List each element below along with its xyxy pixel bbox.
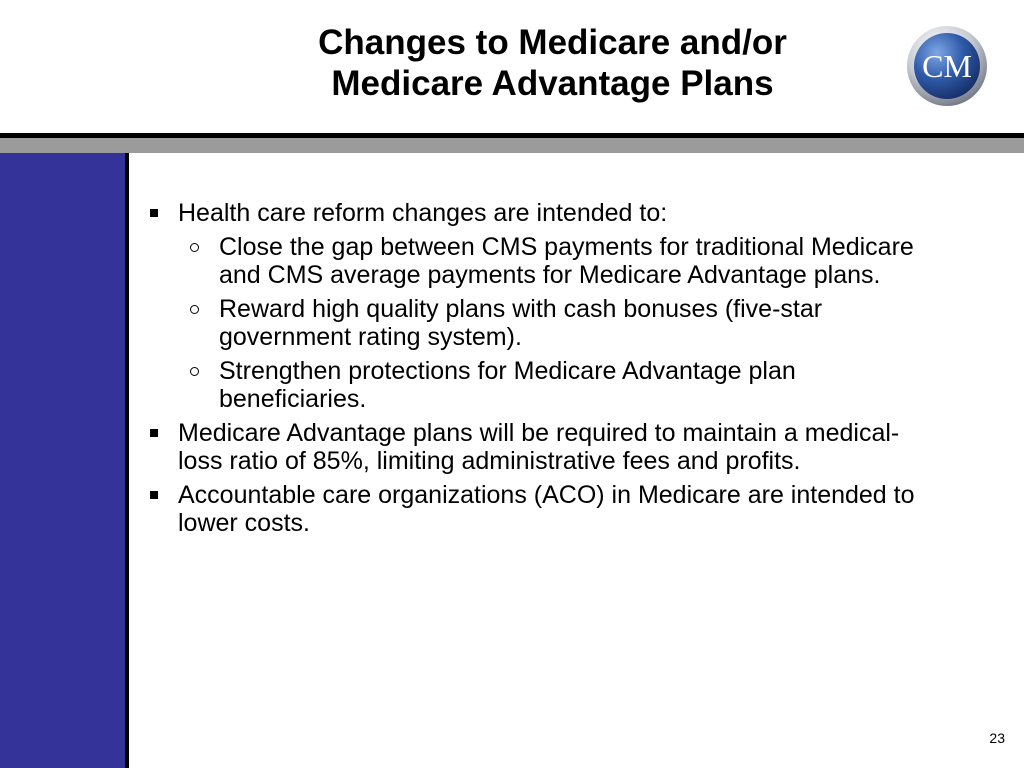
sub-bullet-item xyxy=(150,357,930,413)
square-bullet-icon xyxy=(150,209,158,217)
logo-text: CM xyxy=(922,48,972,84)
circle-bullet-icon xyxy=(190,305,199,314)
circle-bullet-icon xyxy=(190,367,199,376)
left-sidebar-band xyxy=(0,153,125,768)
gray-band xyxy=(0,138,1024,153)
square-bullet-icon xyxy=(150,429,158,437)
slide-title xyxy=(200,22,905,104)
bullet-item xyxy=(150,419,930,475)
bullet-text: Accountable care organizations (ACO) in Medicare are intended to lower costs. xyxy=(178,481,915,537)
bullet-text: Medicare Advantage plans will be required to maintain a medical-loss ratio of 85%, limiting administrative fees and profits. xyxy=(178,419,900,475)
slide-title-line-1: Changes to Medicare and/or xyxy=(318,23,787,62)
bullet-text: Health care reform changes are intended to: xyxy=(178,199,668,227)
sub-bullet-text: Close the gap between CMS payments for traditional Medicare and CMS average payments for Medicare Advantage plans. xyxy=(219,233,914,289)
cm-logo-icon xyxy=(903,22,991,110)
bullet-item xyxy=(150,199,930,227)
sub-bullet-item xyxy=(150,295,930,351)
sub-bullet-item xyxy=(150,233,930,289)
square-bullet-icon xyxy=(150,491,158,499)
slide-title-line-2: Medicare Advantage Plans xyxy=(331,64,774,103)
page-number: 23 xyxy=(989,730,1005,746)
sidebar-edge xyxy=(125,153,129,768)
bullet-item xyxy=(150,481,930,537)
company-logo xyxy=(903,22,991,110)
sub-bullet-text: Reward high quality plans with cash bonuses (five-star government rating system). xyxy=(219,295,823,351)
sub-bullet-text: Strengthen protections for Medicare Advantage plan beneficiaries. xyxy=(219,357,796,413)
bullet-list xyxy=(150,199,930,543)
circle-bullet-icon xyxy=(190,243,199,252)
